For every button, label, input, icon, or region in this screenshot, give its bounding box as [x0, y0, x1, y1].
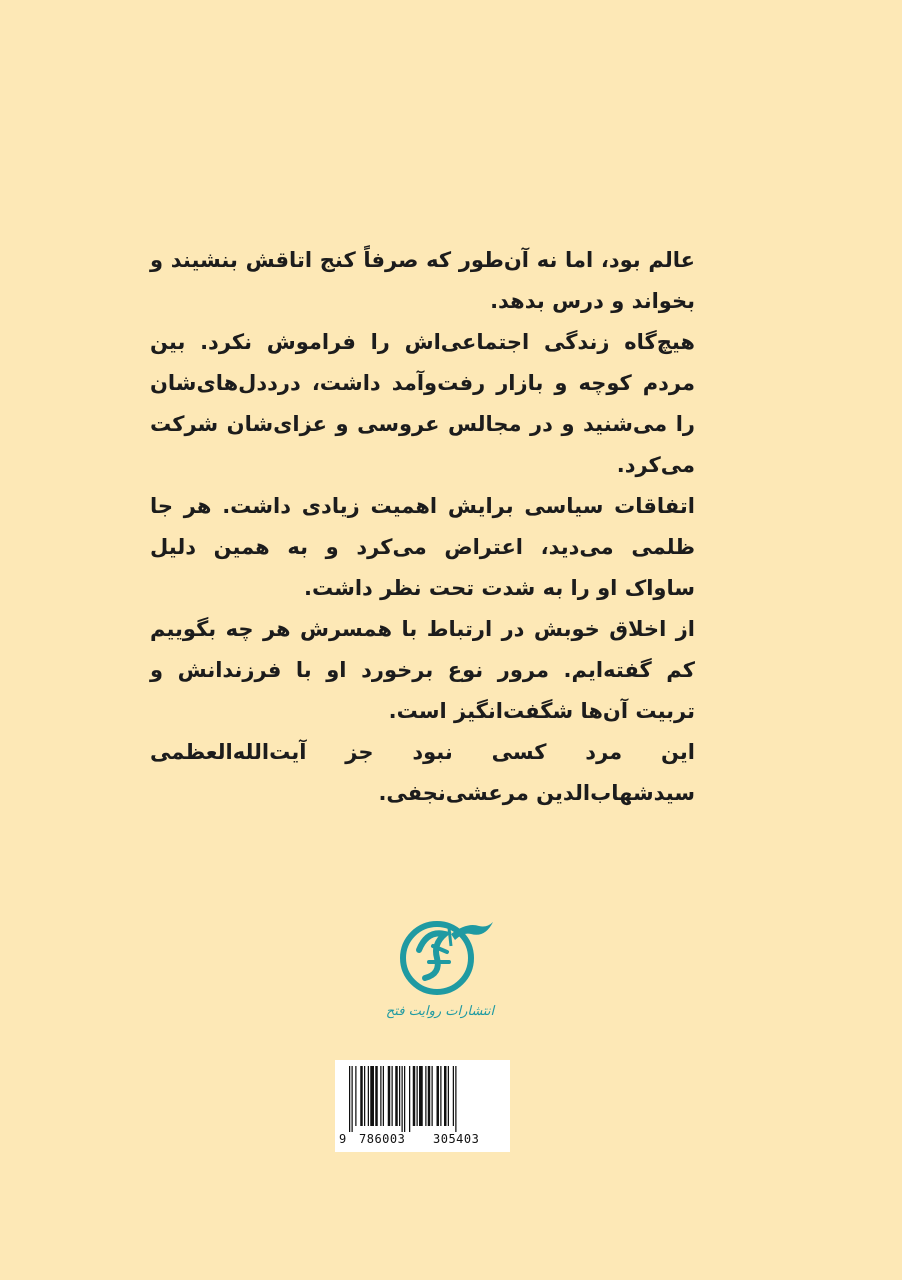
barcode-bar [448, 1066, 449, 1126]
barcode-bar [388, 1066, 391, 1126]
barcode-bars [349, 1066, 501, 1132]
paragraph-3: اتفاقات سیاسی برایش اهمیت زیادی داشت. هر جا ظلمی می‌دید، اعتراض می‌کرد و به همین دلیل ساواک او را به شدت تحت نظر داشت. [150, 494, 695, 600]
barcode-bar [409, 1066, 410, 1132]
back-cover-text [150, 240, 695, 814]
barcode-bar [375, 1066, 378, 1126]
paragraph-5: این مرد کسی نبود جز آیت‌الله‌العظمی سیدشهاب‌الدین مرعشی‌نجفی. [150, 740, 695, 805]
paragraph-1: عالم بود، اما نه آن‌طور که صرفاً کنج اتاقش بنشیند و بخواند و درس بدهد. [150, 248, 695, 313]
barcode-bar [417, 1066, 418, 1126]
barcode-bar [392, 1066, 393, 1126]
barcode-bar [355, 1066, 356, 1126]
barcode-group-right: 305403 [433, 1132, 480, 1146]
barcode-bar [364, 1066, 365, 1126]
barcode-bar [413, 1066, 416, 1126]
barcode-bar [368, 1066, 369, 1126]
barcode-digit-first: 9 [339, 1132, 347, 1146]
barcode-bar [419, 1066, 423, 1126]
paragraph-2: هیچ‌گاه زندگی اجتماعی‌اش را فراموش نکرد. بین مردم کوچه و بازار رفت‌وآمد داشت، درددل‌های‌شان را می‌شنید و در مجالس عروسی و عزای‌شان شرکت می‌کرد. [150, 330, 695, 477]
isbn-barcode [335, 1060, 510, 1152]
barcode-bar [402, 1066, 403, 1132]
barcode-bar [383, 1066, 384, 1126]
barcode-bar [425, 1066, 426, 1126]
barcode-bar [437, 1066, 440, 1126]
barcode-bar [360, 1066, 363, 1126]
barcode-bar [404, 1066, 405, 1132]
barcode-bar [453, 1066, 454, 1126]
barcode-bar [440, 1066, 441, 1126]
barcode-bar [349, 1066, 350, 1132]
barcode-bar [370, 1066, 374, 1126]
paragraph-4: از اخلاق خوبش در ارتباط با همسرش هر چه بگوییم کم گفته‌ایم. مرور نوع برخورد او با فرزندانش و تربیت آن‌ها شگفت‌انگیز است. [150, 617, 695, 723]
barcode-bar [432, 1066, 433, 1126]
barcode-bar [380, 1066, 381, 1126]
barcode-bar [395, 1066, 398, 1126]
barcode-bar [444, 1066, 447, 1126]
barcode-group-left: 786003 [359, 1132, 406, 1146]
barcode-bar [399, 1066, 400, 1126]
barcode-bar [352, 1066, 353, 1132]
barcode-bar [455, 1066, 456, 1132]
barcode-bar [428, 1066, 431, 1126]
publisher-name: انتشارات روایت فتح [385, 1004, 495, 1019]
publisher-emblem-icon [375, 900, 505, 1010]
publisher-logo [375, 900, 505, 1040]
